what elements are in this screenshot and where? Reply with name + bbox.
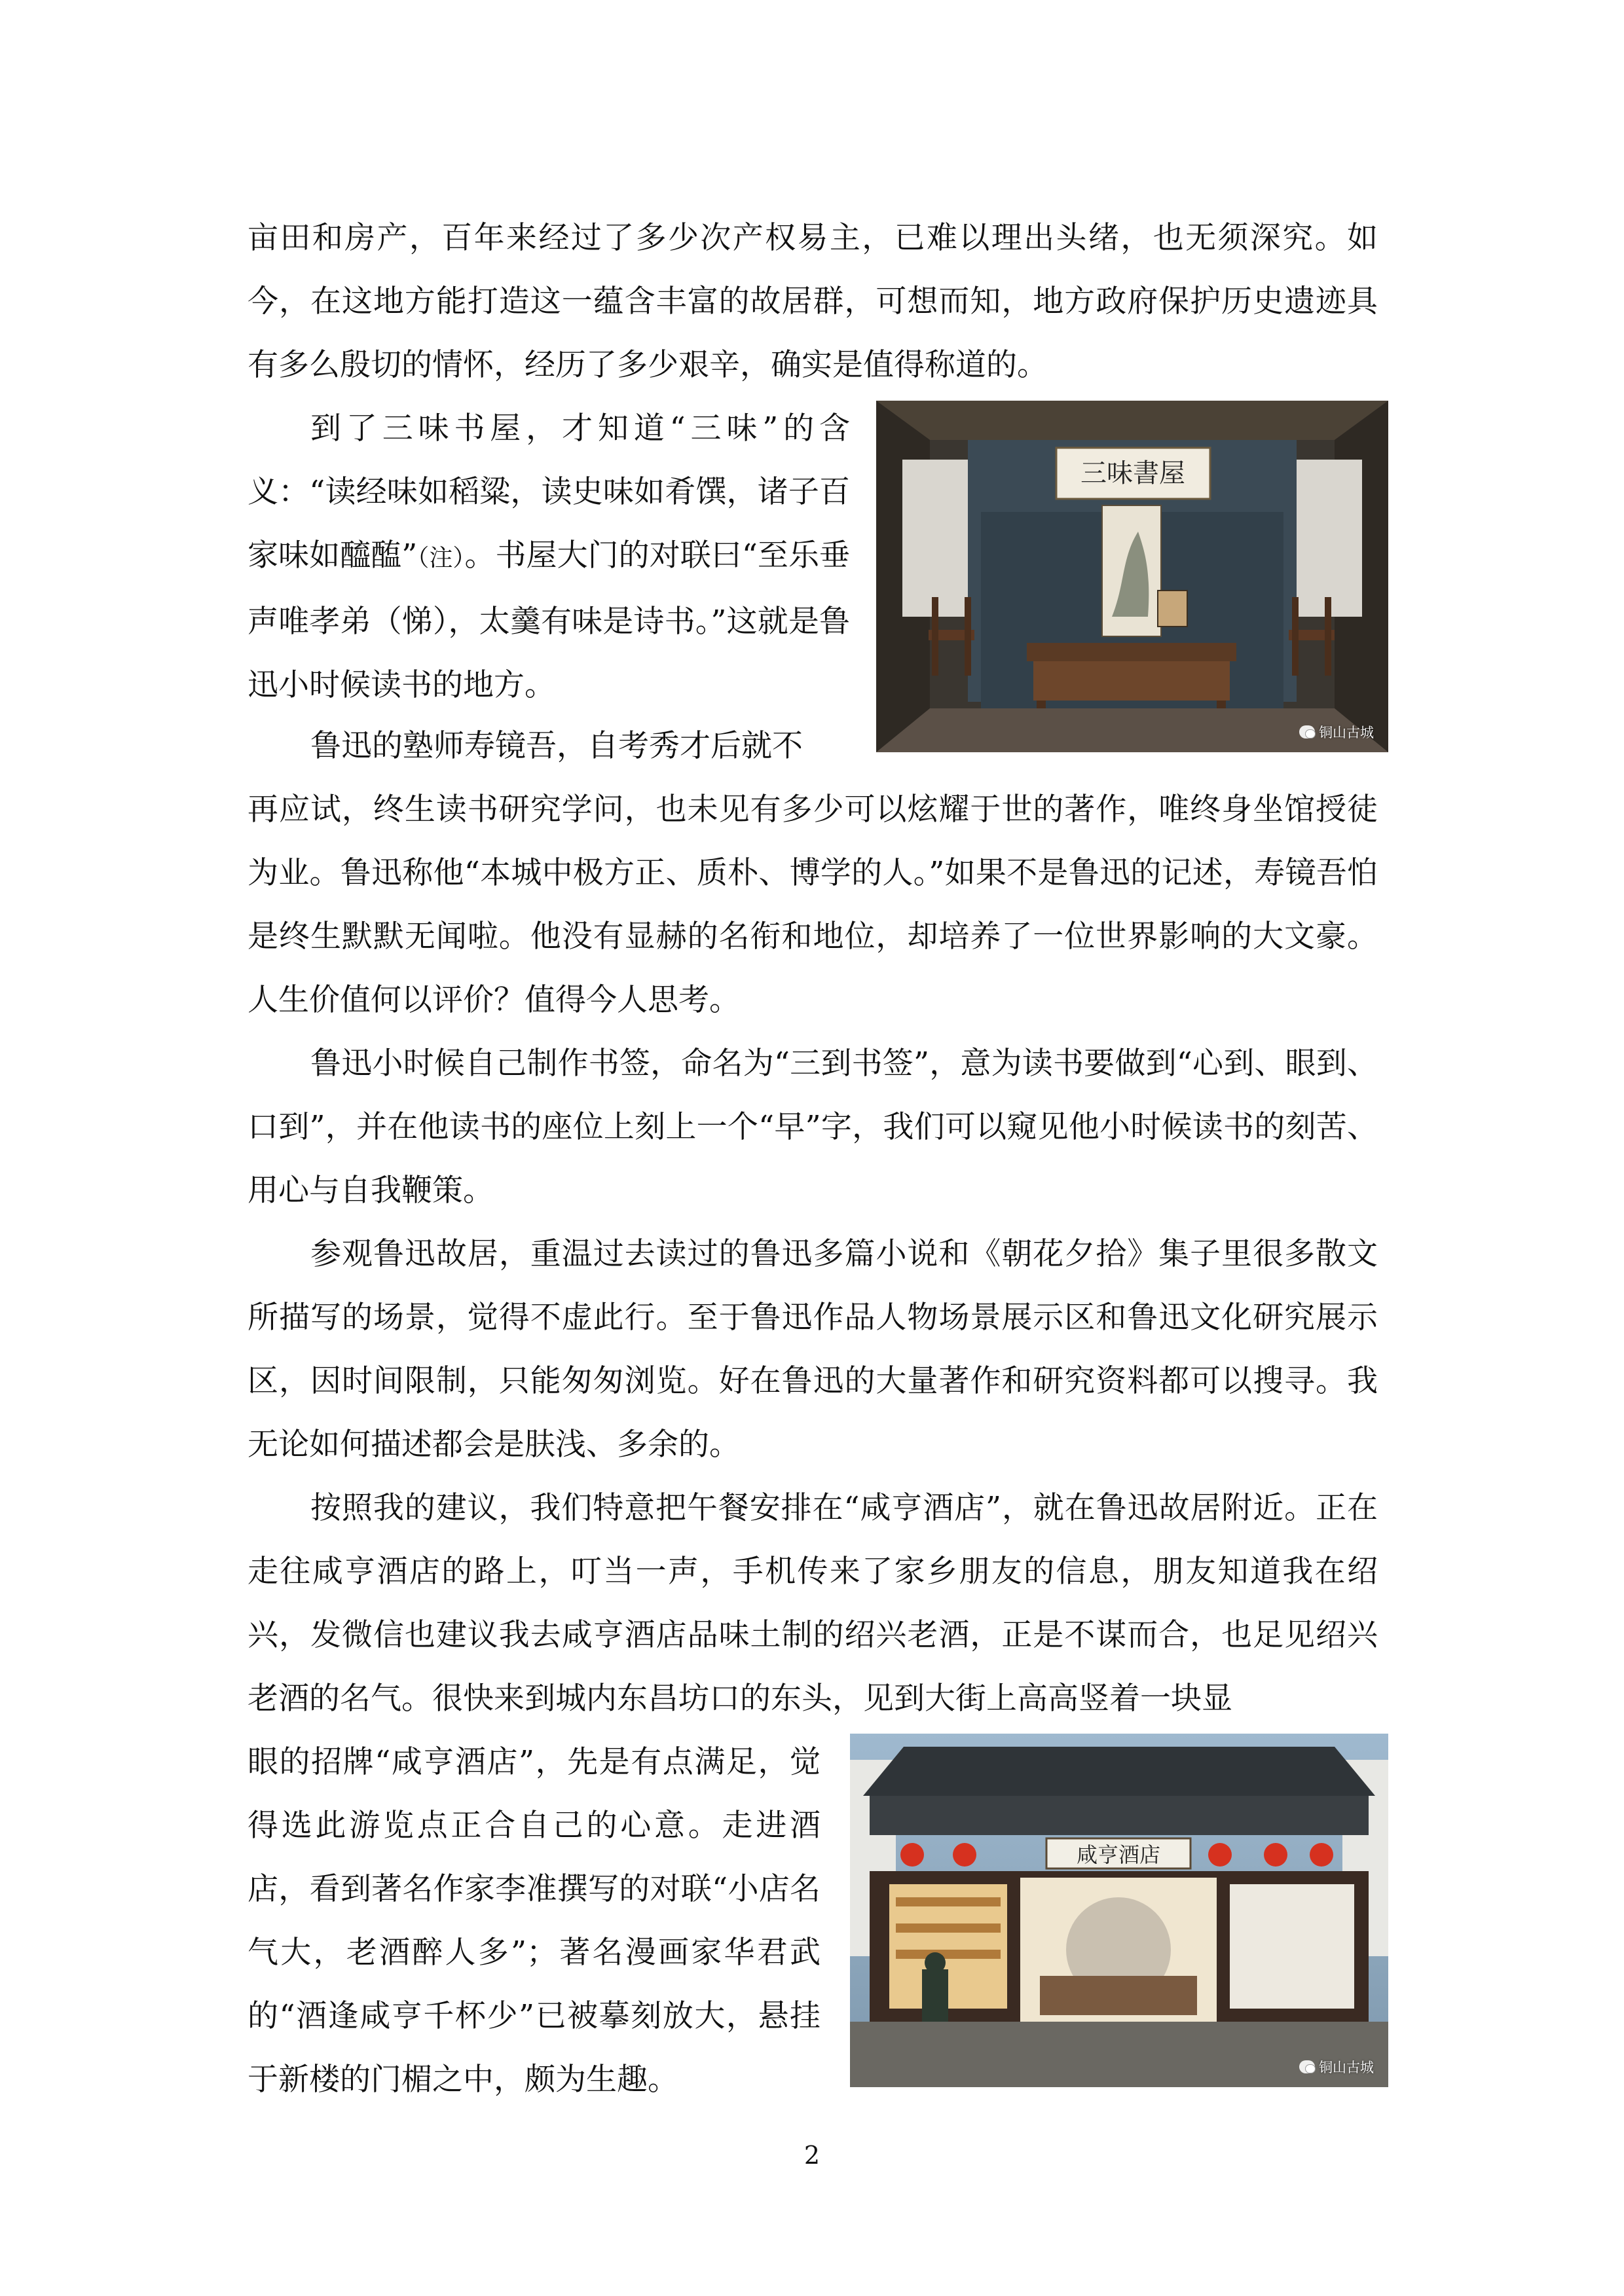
paragraph-3-continued: 再应试，终生读书研究学问，也未见有多少可以炫耀于世的著作，唯终身坐馆授徒为业。鲁迅称他“本城中极方正、质朴、博学的人。”如果不是鲁迅的记述，寿镜吾怕是终生默默无闻啦。他没有显赫的名衔和地位，却培养了一位世界影响的大文豪。人生价值何以评价？值得今人思考。 <box>248 792 1378 1018</box>
tavern-sign-text: 咸亨酒店 <box>1076 1842 1161 1867</box>
watermark-text-2: 铜山古城 <box>1319 2060 1374 2075</box>
plaque-text: 三味書屋 <box>1080 458 1185 488</box>
sanwei-study-illustration <box>876 401 1388 752</box>
paragraph-4: 鲁迅小时候自己制作书签，命名为“三到书签”，意为读书要做到“心到、眼到、口到”，并在他读书的座位上刻上一个“早”字，我们可以窥见他小时候读书的刻苦、用心与自我鞭策。 <box>248 1046 1378 1209</box>
paragraph-2-text-b: 。书屋大门的对联曰“至乐垂声唯孝弟（悌），太羹有味是诗书。”这就是鲁迅小时候读书的地方。 <box>248 538 850 703</box>
wechat-icon <box>1299 725 1315 738</box>
paragraph-3-start: 鲁迅的塾师寿镜吾，自考秀才后就不 <box>310 728 803 764</box>
paragraph-5: 参观鲁迅故居，重温过去读过的鲁迅多篇小说和《朝花夕拾》集子里很多散文所描写的场景，觉得不虚此行。至于鲁迅作品人物场景展示区和鲁迅文化研究展示区，因时间限制，只能匆匆浏览。好在鲁迅的大量著作和研究资料都可以搜寻。我无论如何描述都会是肤浅、多余的。 <box>248 1236 1378 1463</box>
footnote-marker: （注） <box>417 545 465 572</box>
paragraph-1: 亩田和房产，百年来经过了多少次产权易主，已难以理出头绪，也无须深究。如今，在这地方能打造这一蕴含丰富的故居群，可想而知，地方政府保护历史遗迹具有多么殷切的情怀，经历了多少艰辛，确实是值得称道的。 <box>248 220 1378 383</box>
xianheng-tavern-illustration <box>850 1734 1388 2087</box>
photo-watermark-2 <box>1299 2057 1374 2077</box>
xianheng-tavern-photo <box>850 1734 1388 2087</box>
page-number: 2 <box>803 2141 821 2170</box>
paragraph-2 <box>248 397 850 717</box>
paragraph-2-text-a: 到了三味书屋，才知道“三味”的含义：“读经味如稻粱，读史味如肴馔，诸子百家味如醯醢” <box>248 410 850 574</box>
sanwei-study-photo <box>876 401 1388 752</box>
photo-watermark <box>1299 722 1374 742</box>
wechat-icon-2 <box>1299 2060 1315 2073</box>
paragraph-6-continued: 眼的招牌“咸亨酒店”，先是有点满足，觉得选此游览点正合自己的心意。走进酒店，看到著名作家李准撰写的对联“小店名气大，老酒醉人多”；著名漫画家华君武的“酒逢咸亨千杯少”已被摹刻放大，悬挂于新楼的门楣之中，颇为生趣。 <box>248 1744 821 2098</box>
paragraph-6: 按照我的建议，我们特意把午餐安排在“咸亨酒店”，就在鲁迅故居附近。正在走往咸亨酒店的路上，叮当一声，手机传来了家乡朋友的信息，朋友知道我在绍兴，发微信也建议我去咸亨酒店品味土制的绍兴老酒，正是不谋而合，也足见绍兴老酒的名气。很快来到城内东昌坊口的东头，见到大街上高高竖着一块显 <box>248 1490 1378 1717</box>
watermark-text: 铜山古城 <box>1319 725 1374 740</box>
